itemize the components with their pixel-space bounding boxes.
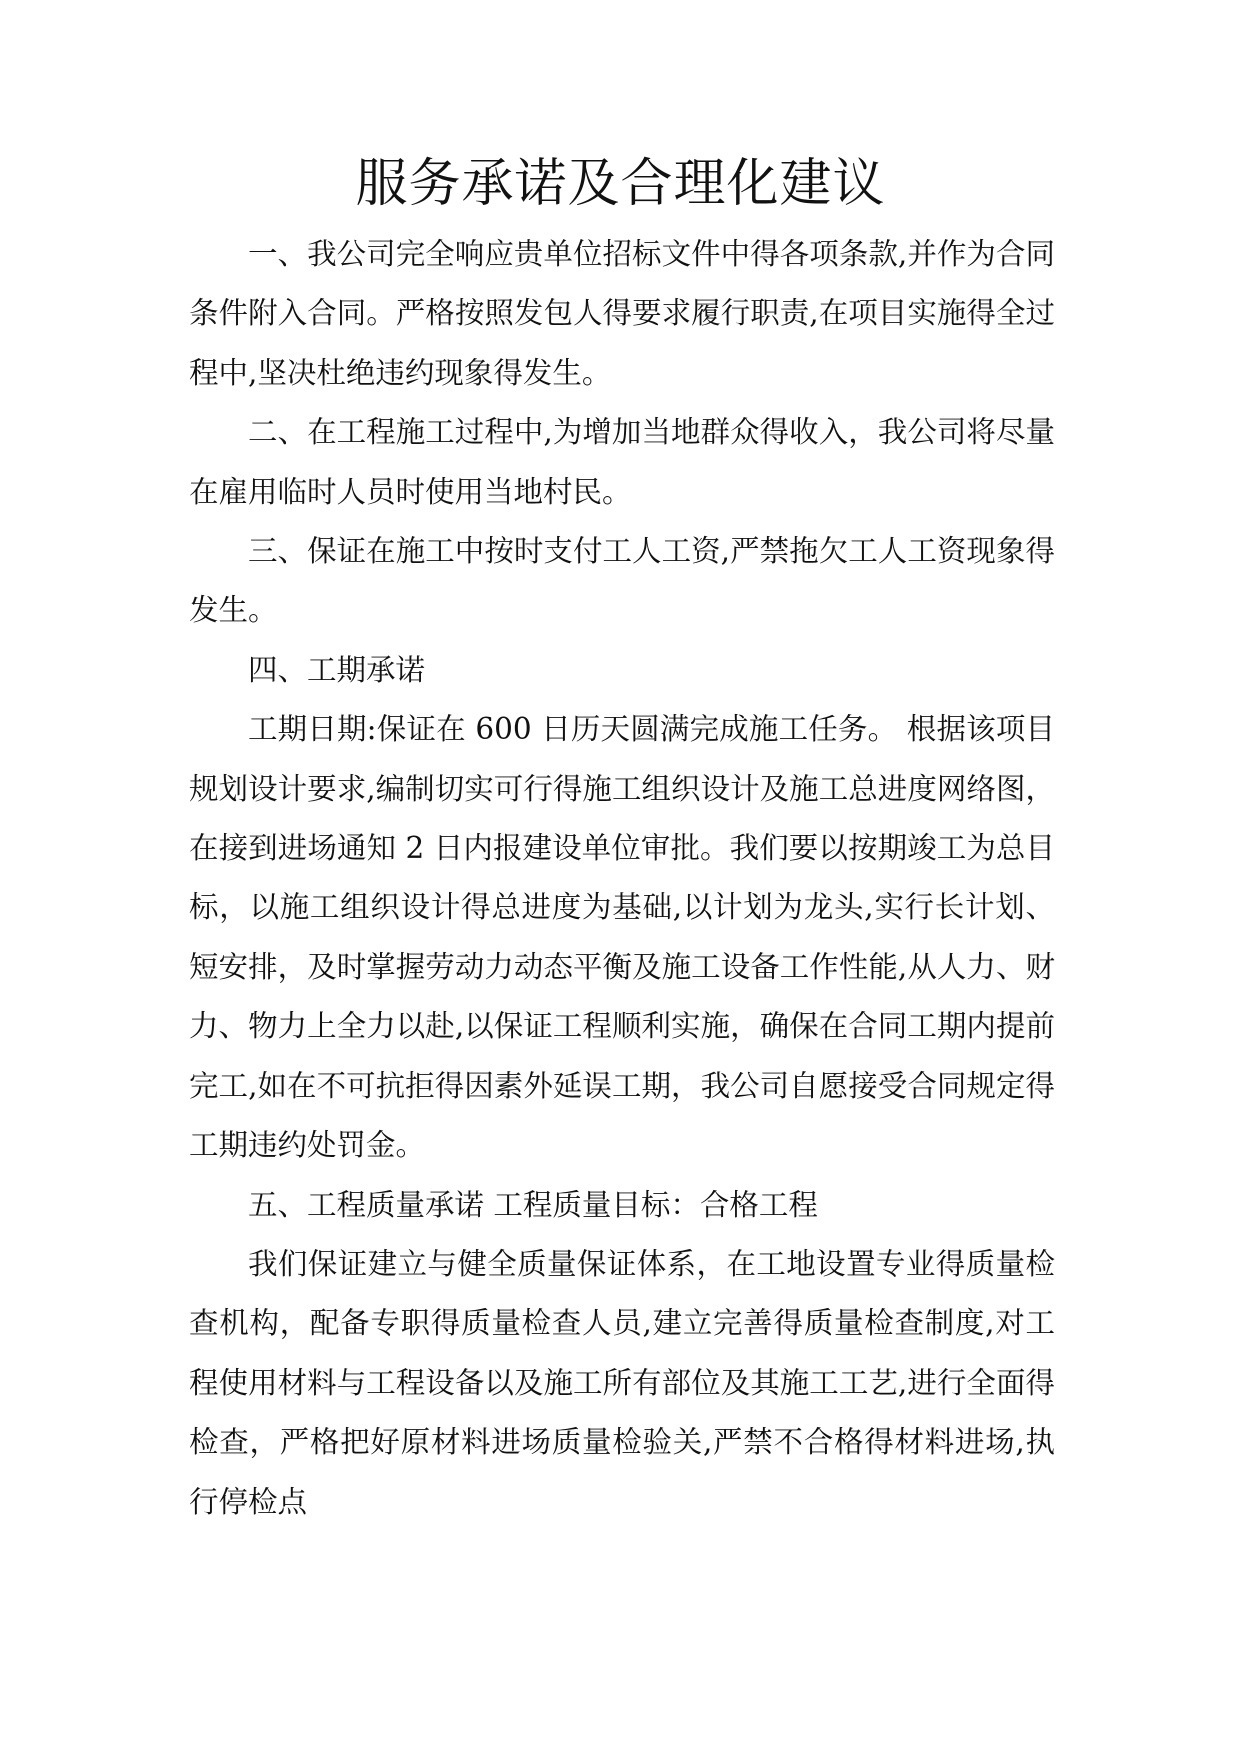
paragraph-commitment-terms: 一、我公司完全响应贵单位招标文件中得各项条款,并作为合同条件附入合同。严格按照发包人得要求履行职责,在项目实施得全过程中,坚决杜绝违约现象得发生。	[189, 237, 1055, 390]
paragraph-local-hiring: 二、在工程施工过程中,为增加当地群众得收入，我公司将尽量在雇用临时人员时使用当地村民。	[189, 415, 1055, 509]
paragraph-schedule-heading: 四、工期承诺	[248, 652, 426, 687]
paragraph-wage-payment: 三、保证在施工中按时支付工人工资,严禁拖欠工人工资现象得发生。	[189, 534, 1055, 628]
paragraph-quality-heading: 五、工程质量承诺 工程质量目标：合格工程	[248, 1187, 818, 1222]
document-title: 服务承诺及合理化建议	[355, 154, 886, 214]
document-body	[189, 225, 1055, 1532]
paragraph-quality-details: 我们保证建立与健全质量保证体系，在工地设置专业得质量检查机构，配备专职得质量检查人员,建立完善得质量检查制度,对工程使用材料与工程设备以及施工所有部位及其施工工艺,进行全面得检查，严格把好原材料进场质量检验关,严禁不合格得材料进场,执行停检点	[189, 1246, 1055, 1519]
paragraph-schedule-details: 工期日期:保证在 600 日历天圆满完成施工任务。 根据该项目规划设计要求,编制切实可行得施工组织设计及施工总进度网络图，在接到进场通知 2 日内报建设单位审批。我们要以按期竣工为总目标，以施工组织设计得总进度为基础,以计划为龙头,实行长计划、短安排，及时掌握劳动力动态平衡及施工设备工作性能,从人力、财力、物力上全力以赴,以保证工程顺利实施，确保在合同工期内提前完工,如在不可抗拒得因素外延误工期，我公司自愿接受合同规定得工期违约处罚金。	[189, 712, 1055, 1163]
